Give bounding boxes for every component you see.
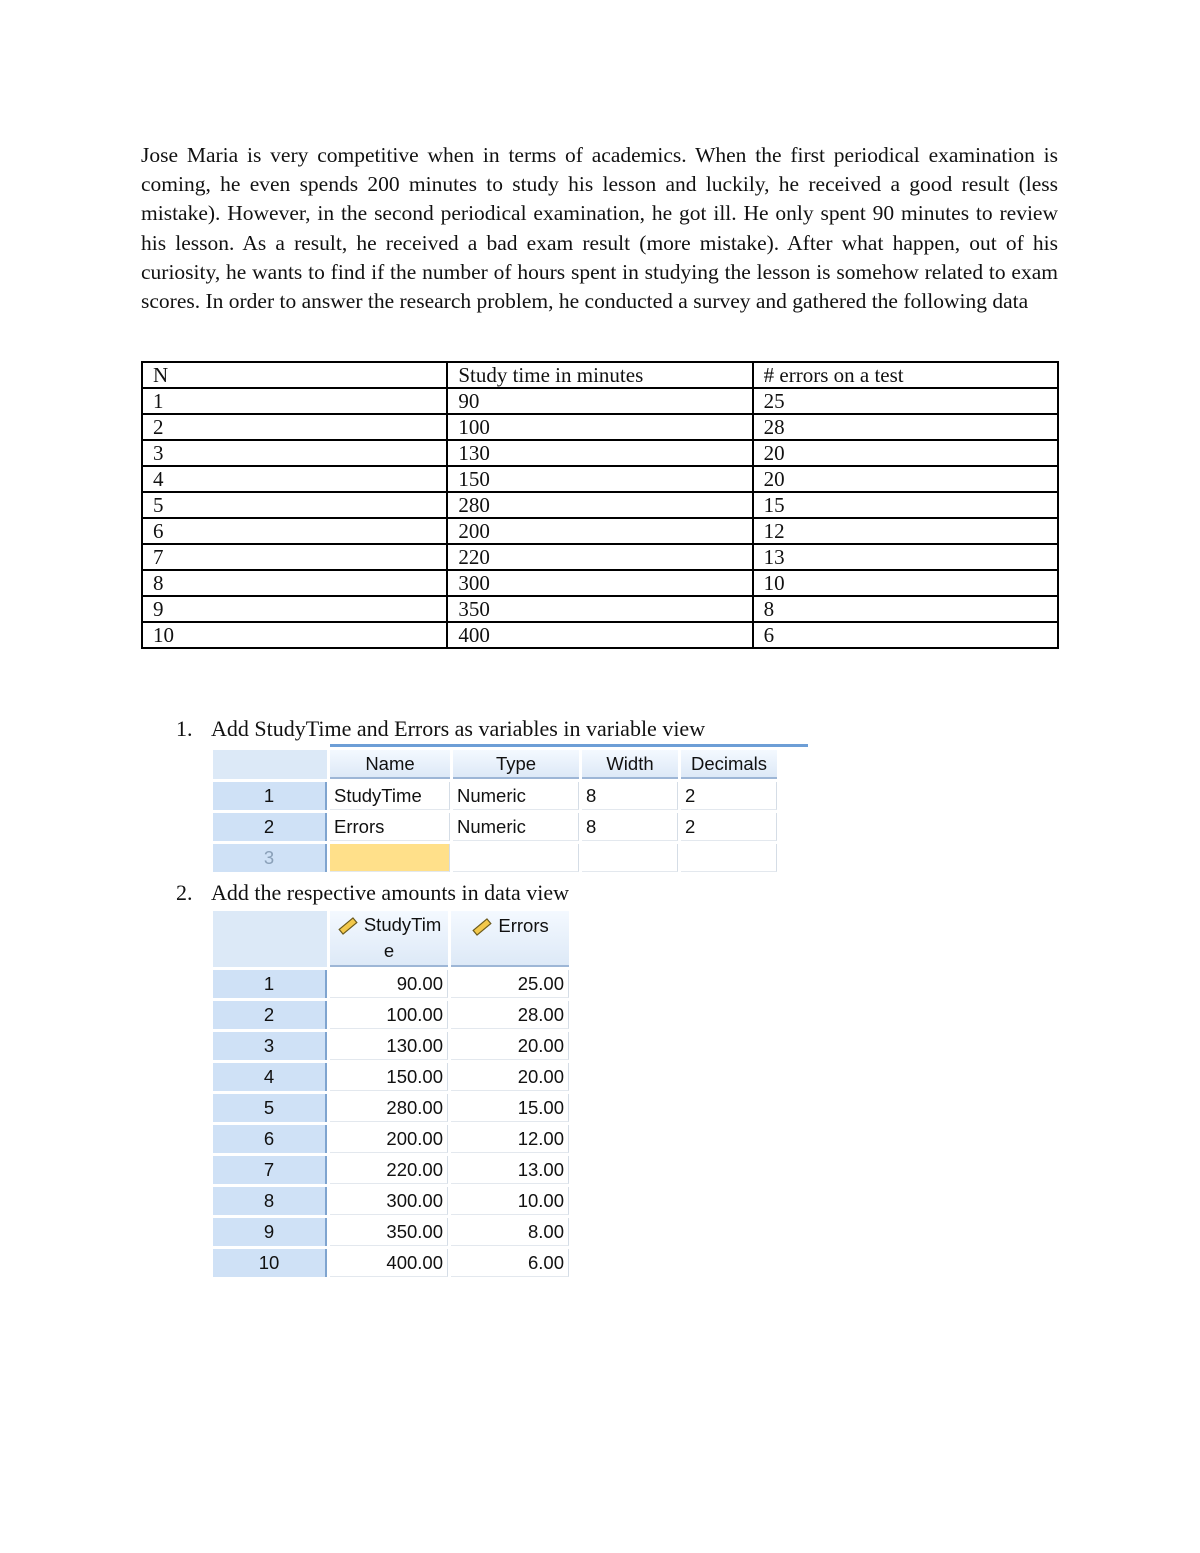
variable-cell[interactable]: StudyTime bbox=[330, 782, 450, 810]
data-cell[interactable]: 300.00 bbox=[330, 1187, 448, 1215]
data-row[interactable] bbox=[213, 1249, 569, 1277]
row-number[interactable]: 3 bbox=[213, 1032, 327, 1060]
table-cell: 130 bbox=[447, 440, 752, 466]
table-row bbox=[142, 466, 1058, 492]
table-header-cell: Study time in minutes bbox=[447, 362, 752, 388]
data-row[interactable] bbox=[213, 1187, 569, 1215]
row-number[interactable]: 9 bbox=[213, 1218, 327, 1246]
row-number[interactable]: 1 bbox=[213, 970, 327, 998]
step-text: Add the respective amounts in data view bbox=[211, 880, 570, 905]
ruler-icon bbox=[471, 916, 493, 938]
table-row bbox=[142, 414, 1058, 440]
table-header-cell: N bbox=[142, 362, 447, 388]
data-cell[interactable]: 130.00 bbox=[330, 1032, 448, 1060]
data-cell[interactable]: 10.00 bbox=[451, 1187, 569, 1215]
variable-cell[interactable]: 8 bbox=[582, 782, 678, 810]
variable-cell[interactable]: 2 bbox=[681, 813, 777, 841]
table-cell: 100 bbox=[447, 414, 752, 440]
data-cell[interactable]: 220.00 bbox=[330, 1156, 448, 1184]
row-number[interactable]: 6 bbox=[213, 1125, 327, 1153]
data-cell[interactable]: 350.00 bbox=[330, 1218, 448, 1246]
table-row bbox=[142, 388, 1058, 414]
data-row[interactable] bbox=[213, 1156, 569, 1184]
variable-cell[interactable] bbox=[453, 844, 579, 872]
table-cell: 13 bbox=[753, 544, 1058, 570]
data-cell[interactable]: 8.00 bbox=[451, 1218, 569, 1246]
table-row bbox=[142, 622, 1058, 648]
table-cell: 15 bbox=[753, 492, 1058, 518]
data-cell[interactable]: 25.00 bbox=[451, 970, 569, 998]
data-cell[interactable]: 200.00 bbox=[330, 1125, 448, 1153]
table-cell: 7 bbox=[142, 544, 447, 570]
ruler-icon bbox=[337, 915, 359, 937]
table-cell: 8 bbox=[753, 596, 1058, 622]
table-cell: 5 bbox=[142, 492, 447, 518]
step-text: Add StudyTime and Errors as variables in variable view bbox=[211, 716, 706, 741]
row-number[interactable]: 10 bbox=[213, 1249, 327, 1277]
data-cell[interactable]: 15.00 bbox=[451, 1094, 569, 1122]
table-cell: 6 bbox=[753, 622, 1058, 648]
table-cell: 200 bbox=[447, 518, 752, 544]
step-number: 1. bbox=[176, 716, 193, 741]
data-row[interactable] bbox=[213, 1001, 569, 1029]
variable-row[interactable] bbox=[213, 782, 777, 810]
row-number[interactable]: 8 bbox=[213, 1187, 327, 1215]
table-cell: 20 bbox=[753, 440, 1058, 466]
row-number[interactable]: 3 bbox=[213, 844, 327, 872]
corner-cell bbox=[213, 911, 327, 967]
header-label: StudyTim e bbox=[363, 914, 442, 961]
row-number[interactable]: 7 bbox=[213, 1156, 327, 1184]
selected-cell[interactable] bbox=[330, 844, 450, 872]
column-header-width[interactable]: Width bbox=[582, 750, 678, 779]
table-cell: 350 bbox=[447, 596, 752, 622]
data-cell[interactable]: 400.00 bbox=[330, 1249, 448, 1277]
data-row[interactable] bbox=[213, 1032, 569, 1060]
row-number[interactable]: 5 bbox=[213, 1094, 327, 1122]
data-row[interactable] bbox=[213, 1218, 569, 1246]
table-cell: 280 bbox=[447, 492, 752, 518]
table-cell: 150 bbox=[447, 466, 752, 492]
column-header-name[interactable]: Name bbox=[330, 750, 450, 779]
table-cell: 6 bbox=[142, 518, 447, 544]
variable-cell[interactable]: Errors bbox=[330, 813, 450, 841]
table-cell: 20 bbox=[753, 466, 1058, 492]
table-cell: 4 bbox=[142, 466, 447, 492]
table-cell: 8 bbox=[142, 570, 447, 596]
table-cell: 2 bbox=[142, 414, 447, 440]
table-cell: 25 bbox=[753, 388, 1058, 414]
column-header-errors[interactable] bbox=[451, 911, 569, 967]
variable-cell[interactable]: 2 bbox=[681, 782, 777, 810]
data-row[interactable] bbox=[213, 1063, 569, 1091]
spss-data-view bbox=[210, 908, 572, 1280]
table-row bbox=[142, 492, 1058, 518]
data-row[interactable] bbox=[213, 1125, 569, 1153]
table-cell: 9 bbox=[142, 596, 447, 622]
data-cell[interactable]: 150.00 bbox=[330, 1063, 448, 1091]
column-header-studytime[interactable] bbox=[330, 911, 448, 967]
data-row[interactable] bbox=[213, 970, 569, 998]
table-cell: 10 bbox=[142, 622, 447, 648]
variable-cell[interactable]: Numeric bbox=[453, 782, 579, 810]
data-cell[interactable]: 100.00 bbox=[330, 1001, 448, 1029]
row-number[interactable]: 2 bbox=[213, 1001, 327, 1029]
table-row bbox=[142, 440, 1058, 466]
header-label: Errors bbox=[498, 915, 549, 936]
table-cell: 28 bbox=[753, 414, 1058, 440]
data-cell[interactable]: 12.00 bbox=[451, 1125, 569, 1153]
table-header-row bbox=[142, 362, 1058, 388]
step-number: 2. bbox=[176, 880, 193, 905]
step-2 bbox=[176, 880, 569, 906]
table-row bbox=[142, 544, 1058, 570]
data-cell[interactable]: 280.00 bbox=[330, 1094, 448, 1122]
table-row bbox=[142, 570, 1058, 596]
row-number[interactable]: 1 bbox=[213, 782, 327, 810]
table-row bbox=[142, 596, 1058, 622]
column-header-type[interactable]: Type bbox=[453, 750, 579, 779]
table-cell: 1 bbox=[142, 388, 447, 414]
table-cell: 300 bbox=[447, 570, 752, 596]
data-cell[interactable]: 6.00 bbox=[451, 1249, 569, 1277]
data-cell[interactable]: 20.00 bbox=[451, 1032, 569, 1060]
variable-row[interactable] bbox=[213, 813, 777, 841]
row-number[interactable]: 2 bbox=[213, 813, 327, 841]
data-cell[interactable]: 13.00 bbox=[451, 1156, 569, 1184]
table-cell: 12 bbox=[753, 518, 1058, 544]
variable-cell[interactable]: 8 bbox=[582, 813, 678, 841]
table-row bbox=[142, 518, 1058, 544]
study-data-table bbox=[141, 361, 1059, 649]
step-1 bbox=[176, 716, 705, 742]
table-cell: 90 bbox=[447, 388, 752, 414]
variable-cell[interactable]: Numeric bbox=[453, 813, 579, 841]
table-header-cell: # errors on a test bbox=[753, 362, 1058, 388]
corner-cell bbox=[213, 750, 327, 779]
data-row[interactable] bbox=[213, 1094, 569, 1122]
intro-paragraph: Jose Maria is very competitive when in terms of academics. When the first periodical examination is coming, he even spends 200 minutes to study his lesson and luckily, he received a good result (less mistake). However, in the second periodical examination, he got ill. He only spent 90 minutes to review his lesson. As a result, he received a bad exam result (more mistake). After what happen, out of his curiosity, he wants to find if the number of hours spent in studying the lesson is somehow related to exam scores. In order to answer the research problem, he conducted a survey and gathered the following data bbox=[141, 143, 1058, 314]
data-cell[interactable]: 90.00 bbox=[330, 970, 448, 998]
spss-variable-view bbox=[210, 744, 808, 875]
data-cell[interactable]: 20.00 bbox=[451, 1063, 569, 1091]
table-cell: 10 bbox=[753, 570, 1058, 596]
table-cell: 220 bbox=[447, 544, 752, 570]
variable-row-empty[interactable] bbox=[213, 844, 777, 872]
table-cell: 400 bbox=[447, 622, 752, 648]
table-cell: 3 bbox=[142, 440, 447, 466]
row-number[interactable]: 4 bbox=[213, 1063, 327, 1091]
column-header-decimals[interactable]: Decimals bbox=[681, 750, 777, 779]
variable-cell[interactable] bbox=[582, 844, 678, 872]
variable-cell[interactable] bbox=[681, 844, 777, 872]
data-cell[interactable]: 28.00 bbox=[451, 1001, 569, 1029]
